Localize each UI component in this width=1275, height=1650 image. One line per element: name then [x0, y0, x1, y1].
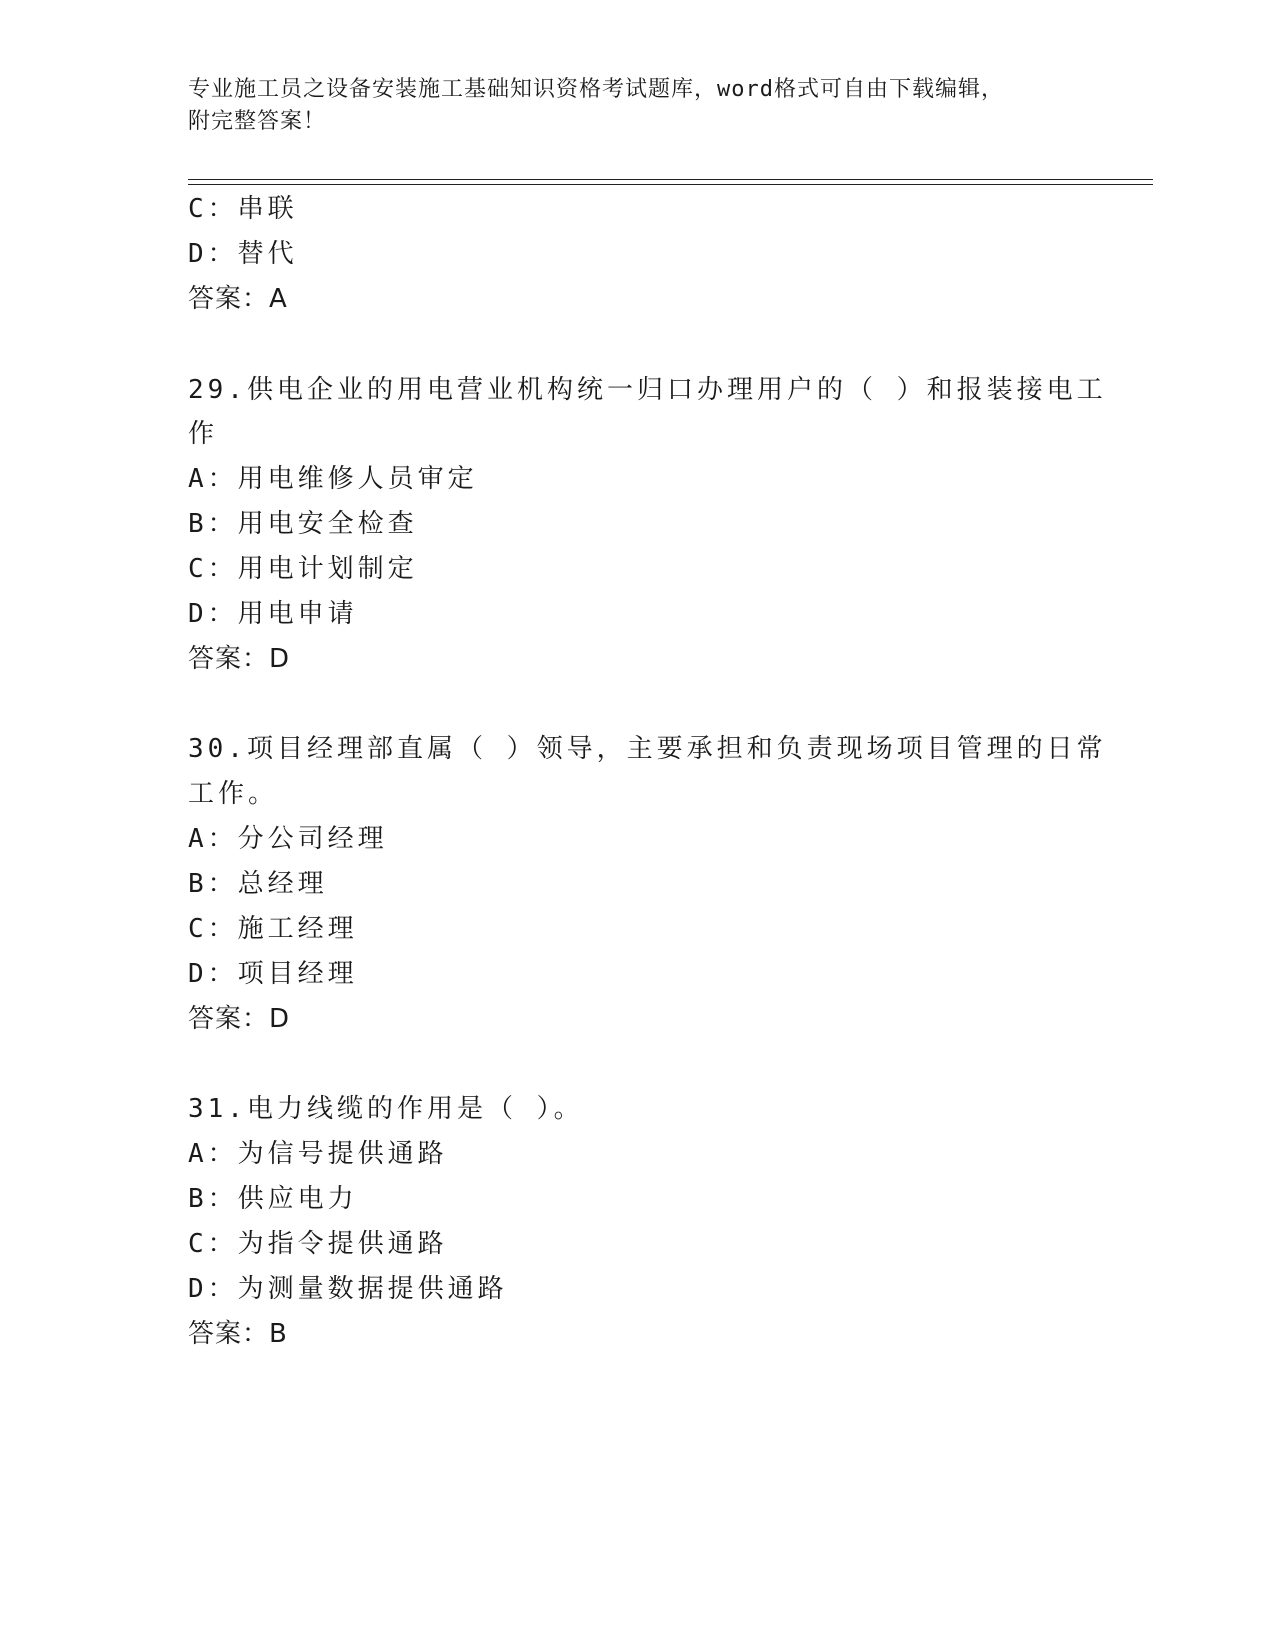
- q31-option-b: B：供应电力: [188, 1184, 358, 1214]
- q28-answer: 答案：A: [188, 284, 288, 314]
- q30-stem-line-2: 工作。: [188, 779, 279, 809]
- q29-answer: 答案：D: [188, 644, 291, 674]
- q31-option-a: A：为信号提供通路: [188, 1139, 448, 1169]
- header-divider-top: [188, 179, 1153, 180]
- q30-option-a: A：分公司经理: [188, 824, 388, 854]
- document-header: [188, 74, 1088, 138]
- q29-option-c: C：用电计划制定: [188, 554, 418, 584]
- q31-option-c: C：为指令提供通路: [188, 1229, 448, 1259]
- q31-option-d: D：为测量数据提供通路: [188, 1274, 508, 1304]
- q29-option-b: B：用电安全检查: [188, 509, 418, 539]
- q29-stem-line-1: 29.供电企业的用电营业机构统一归口办理用户的（ ）和报装接电工: [188, 375, 1107, 405]
- q31-answer: 答案：B: [188, 1319, 288, 1349]
- q30-option-d: D：项目经理: [188, 959, 358, 989]
- q28-option-c: C：串联: [188, 194, 298, 224]
- header-divider-bottom: [188, 184, 1153, 185]
- q28-option-d: D：替代: [188, 239, 298, 269]
- q30-answer: 答案：D: [188, 1004, 291, 1034]
- q30-stem-line-1: 30.项目经理部直属（ ）领导，主要承担和负责现场项目管理的日常: [188, 734, 1107, 764]
- q31-stem-line-1: 31.电力线缆的作用是（ ）。: [188, 1094, 584, 1124]
- header-line-2: 附完整答案！: [188, 109, 327, 134]
- q29-stem-line-2: 作: [188, 419, 219, 449]
- q30-option-b: B：总经理: [188, 869, 328, 899]
- q30-option-c: C：施工经理: [188, 914, 358, 944]
- header-line-1: 专业施工员之设备安装施工基础知识资格考试题库，word格式可自由下载编辑，: [188, 77, 1004, 102]
- q29-option-a: A：用电维修人员审定: [188, 464, 478, 494]
- q29-option-d: D：用电申请: [188, 599, 358, 629]
